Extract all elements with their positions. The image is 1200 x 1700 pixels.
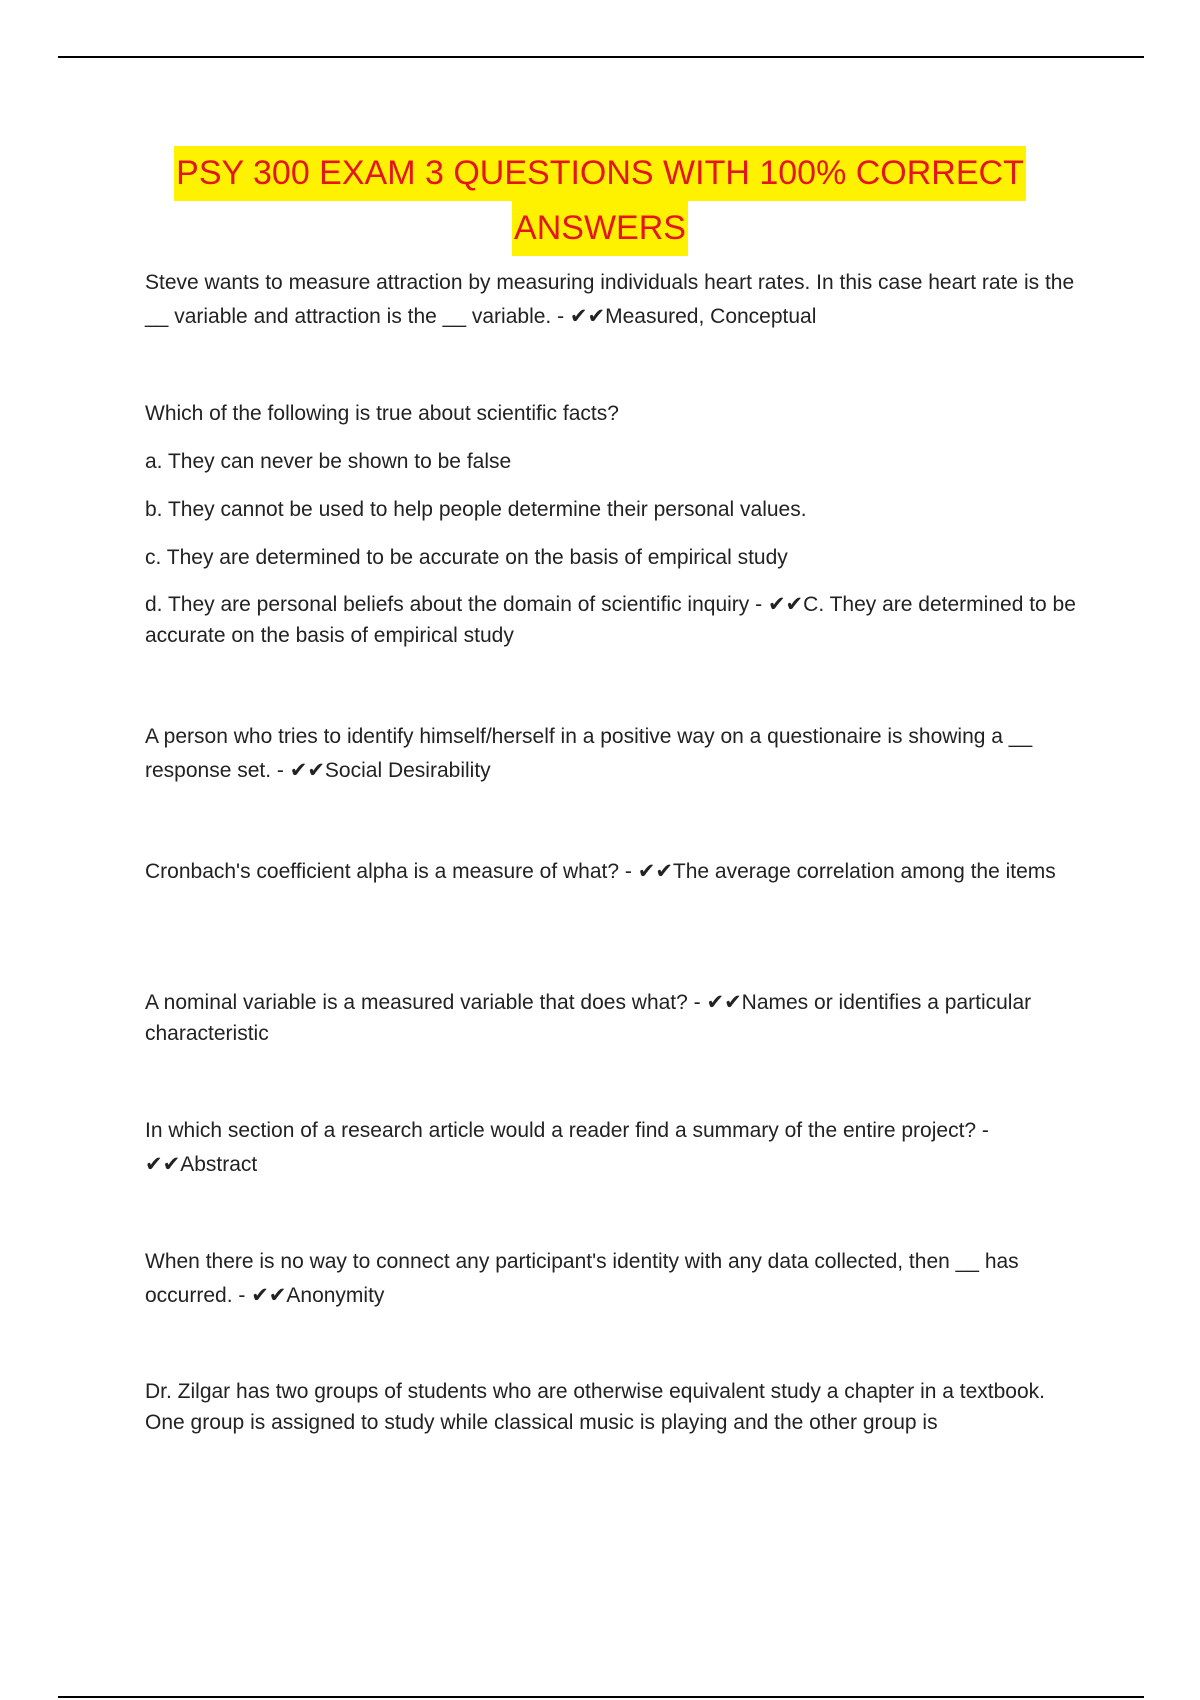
question-block bbox=[145, 987, 1090, 1049]
top-rule bbox=[58, 56, 1144, 58]
question-text: Cronbach's coefficient alpha is a measure of what? - ✔✔The average correlation among the items bbox=[145, 860, 1056, 883]
question-text: Dr. Zilgar has two groups of students who are otherwise equivalent study a chapter in a textbook. One group is assigned to study while classical music is playing and the other group is bbox=[145, 1380, 1045, 1434]
question-text: A person who tries to identify himself/herself in a positive way on a questionaire is showing a __ response set. - ✔✔Social Desirability bbox=[145, 725, 1033, 782]
question-block bbox=[145, 1245, 1090, 1313]
title-line-1: PSY 300 EXAM 3 QUESTIONS WITH 100% CORRECT bbox=[174, 146, 1026, 201]
question-block bbox=[145, 720, 1090, 788]
answer-option: a. They can never be shown to be false bbox=[145, 450, 512, 473]
answer-option: c. They are determined to be accurate on the basis of empirical study bbox=[145, 546, 788, 569]
answer-option: b. They cannot be used to help people determine their personal values. bbox=[145, 498, 807, 521]
question-block bbox=[145, 856, 1090, 887]
multiple-choice-block bbox=[145, 397, 1090, 665]
bottom-rule bbox=[58, 1696, 1144, 1698]
question-text: Which of the following is true about scientific facts? bbox=[145, 402, 619, 425]
question-block bbox=[145, 266, 1090, 334]
question-text: In which section of a research article would a reader find a summary of the entire project? - ✔✔Abstract bbox=[145, 1119, 989, 1176]
document-title bbox=[0, 146, 1200, 256]
answer-option: d. They are personal beliefs about the domain of scientific inquiry - ✔✔C. They are determined to be accurate on the basis of empirical study bbox=[145, 593, 1076, 647]
question-text: A nominal variable is a measured variable that does what? - ✔✔Names or identifies a particular characteristic bbox=[145, 991, 1032, 1045]
question-text: Steve wants to measure attraction by measuring individuals heart rates. In this case heart rate is the __ variable and attraction is the __ variable. - ✔✔Measured, Conceptual bbox=[145, 271, 1075, 328]
question-text: When there is no way to connect any participant's identity with any data collected, then __ has occurred. - ✔✔Anonymity bbox=[145, 1250, 1019, 1307]
title-line-2: ANSWERS bbox=[512, 201, 688, 256]
question-block bbox=[145, 1376, 1090, 1438]
question-block bbox=[145, 1114, 1090, 1182]
